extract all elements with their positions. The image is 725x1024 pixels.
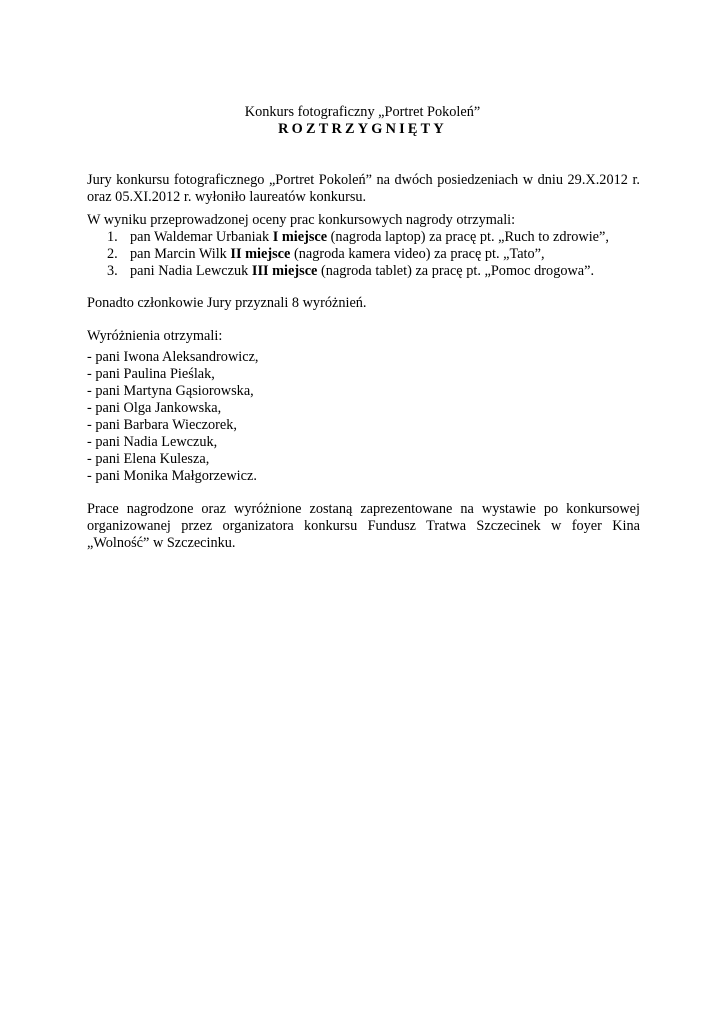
awards-intro: W wyniku przeprowadzonej oceny prac konkursowych nagrody otrzymali: [87,212,516,228]
laureate-name: pani Nadia Lewczuk [130,263,249,279]
laureate-item [87,229,640,246]
distinctions-heading: Wyróżnienia otrzymali: [87,328,223,344]
distinctions-list [87,349,640,485]
closing-paragraph: Prace nagrodzone oraz wyróżnione zostaną zaprezentowane na wystawie po konkursowej organizowanej przez organizatora konkursu Fundusz Tratwa Szczecinek w foyer Kina „Wolność” w Szczecinku. [87,501,640,551]
laureate-details: (nagroda laptop) za pracę pt. „Ruch to zdrowie”, [330,229,609,245]
distinction-item: - pani Martyna Gąsiorowska, [87,383,254,399]
distinction-item: - pani Olga Jankowska, [87,400,222,416]
laureate-name: pan Marcin Wilk [130,246,227,262]
laureate-number: 1. [107,229,118,245]
laureate-place: I miejsce [272,229,328,245]
contest-title: Konkurs fotograficzny „Portret Pokoleń” [244,104,481,120]
distinction-item: - pani Monika Małgorzewicz. [87,468,257,484]
laureate-item [87,263,640,280]
laureate-name: pan Waldemar Urbaniak [130,229,270,245]
laureate-details: (nagroda tablet) za pracę pt. „Pomoc drogowa”. [320,263,595,279]
distinction-item: - pani Nadia Lewczuk, [87,434,218,450]
distinctions-note: Ponadto członkowie Jury przyznali 8 wyróżnień. [87,295,367,311]
laureate-number: 2. [107,246,118,262]
laureate-place: II miejsce [230,246,291,262]
laureates-list [87,229,640,280]
distinction-item: - pani Elena Kulesza, [87,451,210,467]
laureate-number: 3. [107,263,118,279]
contest-status: ROZTRZYGNIĘTY [278,121,447,137]
document-body [87,172,640,552]
laureate-item [87,246,640,263]
distinction-item: - pani Iwona Aleksandrowicz, [87,349,259,365]
distinction-item: - pani Paulina Pieślak, [87,366,215,382]
distinction-item: - pani Barbara Wieczorek, [87,417,237,433]
laureate-details: (nagroda kamera video) za pracę pt. „Tato”, [293,246,545,262]
laureate-place: III miejsce [251,263,318,279]
intro-paragraph: Jury konkursu fotograficznego „Portret Pokoleń” na dwóch posiedzeniach w dniu 29.X.2012 r. oraz 05.XI.2012 r. wyłoniło laureatów konkursu. [87,172,640,205]
document-header [0,104,725,138]
